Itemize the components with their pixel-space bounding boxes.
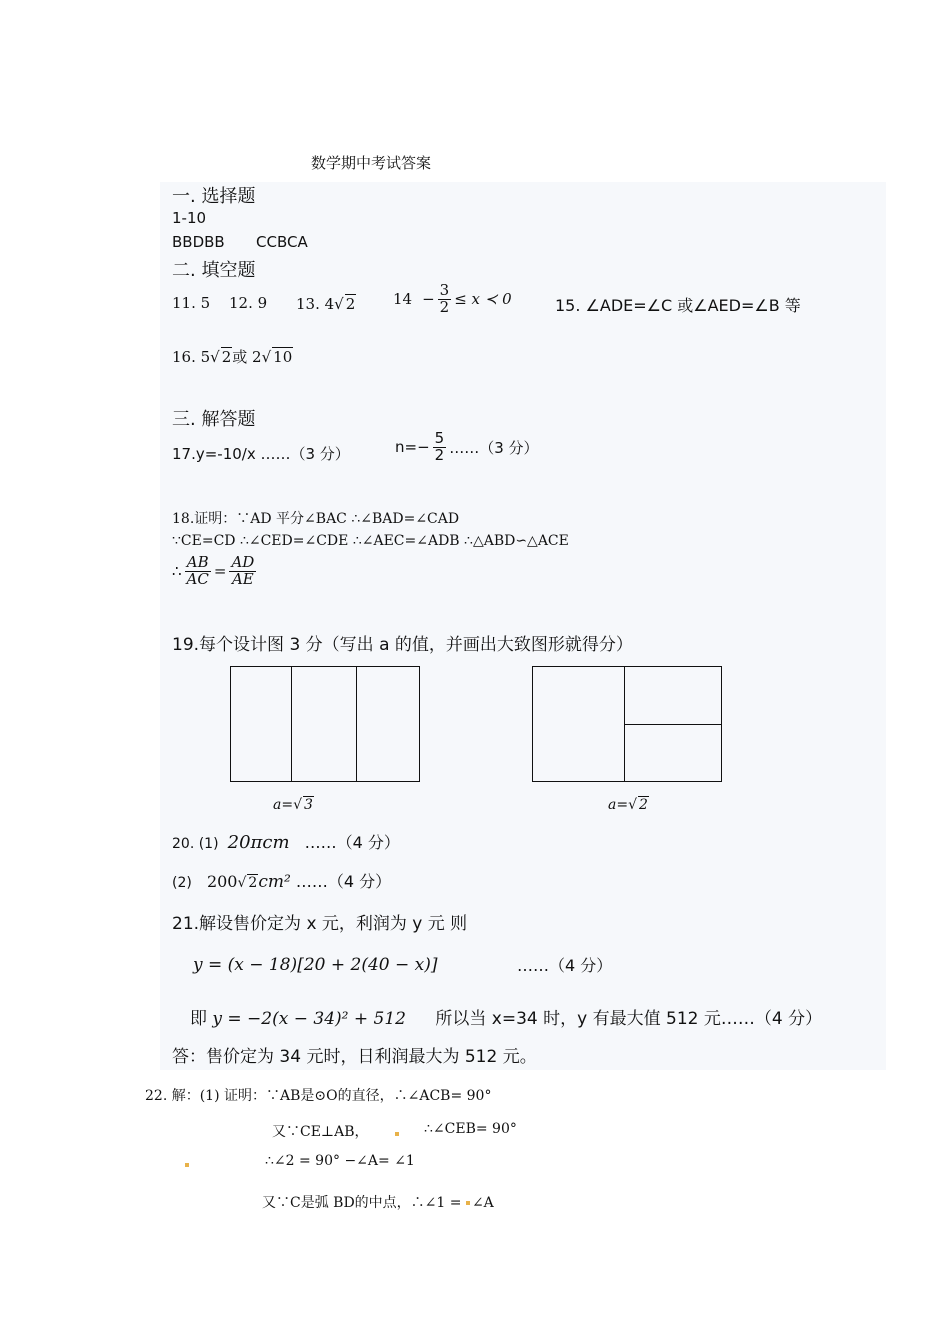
- answer-q15: 15. ∠ADE=∠C 或∠AED=∠B 等: [555, 296, 801, 315]
- design-2-caption: [608, 796, 649, 813]
- choice-answers-1: BBDBB: [172, 233, 225, 251]
- q20-2-radicand: 2: [248, 875, 258, 891]
- q18-num1: AB: [186, 553, 209, 571]
- answer-q16: [172, 346, 293, 367]
- q18-therefore: ∴: [172, 562, 182, 581]
- caption-2-radicand: 2: [639, 797, 648, 813]
- design-1-divider-1: [291, 666, 292, 782]
- q20-2-coef: 200: [206, 872, 238, 891]
- caption-2-sqrt: √ 2: [628, 797, 648, 813]
- answer-q18-line2: ∵CE=CD ∴∠CED=∠CDE ∴∠AEC=∠ADB ∴△ABD∽△ACE: [172, 533, 569, 549]
- q16-radicand1: 2: [221, 348, 232, 366]
- answer-q13: [296, 294, 356, 313]
- q18-den2: AE: [231, 569, 254, 588]
- answer-q19: 19.每个设计图 3 分（写出 a 的值，并画出大致图形就得分）: [172, 635, 633, 655]
- q16-sqrt2: √ 10: [261, 348, 293, 366]
- q14-den: 2: [439, 297, 450, 316]
- answer-q11: 11. 5: [172, 294, 211, 312]
- caption-2-prefix: a=: [608, 797, 629, 813]
- q18-num2: AD: [231, 553, 255, 571]
- section-heading-fill: 二. 填空题: [172, 260, 256, 281]
- q21-equation2: y = −2(x − 34)² + 512: [212, 1009, 406, 1029]
- q13-radicand: 2: [345, 295, 356, 313]
- q16-radicand2: 10: [273, 348, 293, 366]
- q17-n: n=−: [395, 438, 430, 457]
- choice-answers-2: CCBCA: [256, 233, 308, 251]
- page-title: 数学期中考试答案: [311, 154, 432, 172]
- answer-q20-2: [172, 869, 391, 892]
- q18-den1: AC: [186, 569, 209, 588]
- q14-fraction: [438, 283, 452, 316]
- answer-q21-equation1: y = (x − 18)[20 + 2(40 − x)]: [193, 955, 438, 975]
- answer-q21-score1: ……（4 分）: [517, 956, 613, 975]
- q20-1-label: 20. (1): [172, 836, 219, 852]
- answer-q22-line2b: ∴∠CEB= 90°: [424, 1121, 517, 1137]
- answer-q18-line3: [172, 555, 259, 588]
- q14-number: 14: [393, 290, 413, 309]
- answer-q17-b: [395, 431, 539, 464]
- stray-mark: [466, 1201, 470, 1205]
- q21-ji: 即: [190, 1009, 207, 1029]
- q17-num: 5: [434, 429, 445, 447]
- q20-2-score: ……（4 分）: [295, 872, 392, 891]
- design-1-divider-2: [356, 666, 357, 782]
- q16-coef: 16. 5: [172, 348, 211, 366]
- q21-conclusion: 所以当 x=34 时，y 有最大值 512 元……（4 分）: [435, 1009, 823, 1029]
- answer-q22-line1: 22. 解：(1) 证明：∵AB是⊙O的直径，∴∠ACB= 90°: [145, 1088, 492, 1104]
- answer-q22-line2a: 又∵CE⊥AB，: [272, 1124, 369, 1140]
- answer-q22-line4: [262, 1192, 494, 1212]
- answer-q18-line1: 18.证明：∵AD 平分∠BAC ∴∠BAD=∠CAD: [172, 511, 460, 527]
- answer-q20-1: [172, 830, 400, 853]
- design-diagram-1: [230, 666, 420, 782]
- q17-fraction: [433, 431, 447, 464]
- q18-fraction-1: [185, 555, 211, 588]
- q17-den: 2: [434, 445, 445, 464]
- answer-q14: [393, 283, 512, 316]
- q20-2-sqrt: √ 2: [237, 875, 258, 891]
- q16-or: 或 2: [232, 348, 262, 366]
- q20-1-score: ……（4 分）: [304, 833, 400, 852]
- q13-coef: 13. 4: [296, 295, 335, 313]
- stray-mark: [395, 1132, 399, 1136]
- q18-equals: =: [213, 562, 227, 581]
- q22-line4-angle: ∠A: [471, 1195, 494, 1211]
- q16-sqrt1: √ 2: [210, 348, 232, 366]
- q18-fraction-2: [229, 555, 256, 588]
- answer-q21-final: 答：售价定为 34 元时，日利润最大为 512 元。: [172, 1047, 537, 1067]
- q17-score: ……（3 分）: [449, 438, 539, 457]
- section-heading-solve: 三. 解答题: [172, 409, 256, 430]
- q20-2-label: (2): [172, 875, 192, 891]
- design-1-caption: [273, 796, 314, 813]
- q14-num: 3: [439, 281, 450, 299]
- caption-1-radicand: 3: [304, 797, 313, 813]
- answer-q21-line3: [190, 1004, 822, 1029]
- design-2-divider-horizontal: [624, 724, 721, 725]
- answer-q21-line1: 21.解设售价定为 x 元，利润为 y 元 则: [172, 914, 468, 934]
- q14-inequality: ≤ x ≺ 0: [454, 290, 512, 309]
- q20-1-expr: 20πcm: [227, 832, 290, 853]
- choice-range: 1-10: [172, 209, 207, 227]
- caption-1-sqrt: √ 3: [293, 797, 313, 813]
- q14-minus: −: [422, 290, 435, 309]
- answer-q12: 12. 9: [229, 294, 268, 312]
- q13-sqrt: √ 2: [334, 295, 356, 313]
- stray-mark: [185, 1163, 189, 1167]
- answer-q17-a: 17.y=-10/x ……（3 分）: [172, 445, 350, 463]
- caption-1-prefix: a=: [273, 797, 294, 813]
- q20-2-unit: cm²: [258, 872, 291, 892]
- answer-q22-line3: ∴∠2 = 90° −∠A= ∠1: [265, 1153, 415, 1169]
- q22-line4-text: 又∵C是弧 BD的中点，∴∠1 =: [262, 1195, 466, 1211]
- section-heading-choice: 一. 选择题: [172, 186, 256, 207]
